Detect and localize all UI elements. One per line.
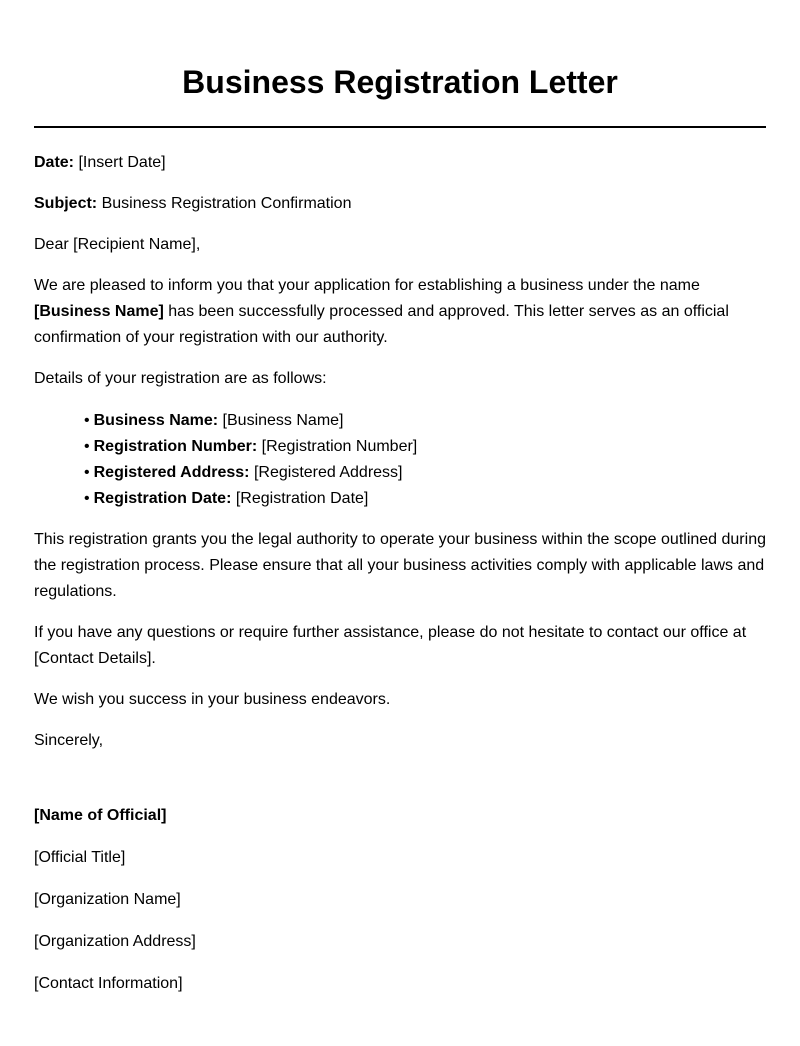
list-item bbox=[84, 460, 766, 486]
list-item bbox=[84, 434, 766, 460]
official-title: [Official Title] bbox=[34, 849, 126, 866]
date-value: [Insert Date] bbox=[74, 154, 166, 171]
list-item bbox=[84, 486, 766, 512]
subject-line bbox=[34, 191, 766, 217]
contact-paragraph: If you have any questions or require further assistance, please do not hesitate to contact our office at [Contact Details]. bbox=[34, 624, 747, 667]
detail-label: Registration Number: bbox=[93, 438, 258, 455]
date-line bbox=[34, 150, 766, 176]
organization-name: [Organization Name] bbox=[34, 891, 181, 908]
bullet: • bbox=[84, 438, 90, 455]
detail-label: Registration Date: bbox=[93, 490, 232, 507]
wish-paragraph: We wish you success in your business endeavors. bbox=[34, 691, 391, 708]
detail-value: [Registration Number] bbox=[257, 438, 418, 455]
letter-title: Business Registration Letter bbox=[182, 64, 618, 100]
bullet: • bbox=[84, 490, 90, 507]
detail-label: Business Name: bbox=[93, 412, 219, 429]
intro-text-end: has been successfully processed and approved. This letter serves as an official confirmation of your registration with our authority. bbox=[34, 303, 729, 346]
intro-paragraph bbox=[34, 273, 766, 351]
detail-value: [Registration Date] bbox=[231, 490, 369, 507]
intro-business-name: [Business Name] bbox=[34, 303, 164, 320]
intro-text-start: We are pleased to inform you that your application for establishing a business under the name bbox=[34, 277, 700, 294]
bullet: • bbox=[84, 412, 90, 429]
detail-value: [Business Name] bbox=[218, 412, 344, 429]
contact-information: [Contact Information] bbox=[34, 975, 183, 992]
title-divider bbox=[34, 126, 766, 128]
detail-value: [Registered Address] bbox=[249, 464, 403, 481]
closing: Sincerely, bbox=[34, 732, 104, 749]
list-item bbox=[84, 408, 766, 434]
details-intro: Details of your registration are as follows: bbox=[34, 370, 327, 387]
detail-label: Registered Address: bbox=[93, 464, 250, 481]
grant-paragraph: This registration grants you the legal authority to operate your business within the scope outlined during the registration process. Please ensure that all your business activities comply with applicable laws and regulations. bbox=[34, 531, 766, 600]
subject-value: Business Registration Confirmation bbox=[97, 195, 352, 212]
subject-label: Subject: bbox=[34, 195, 98, 212]
organization-address: [Organization Address] bbox=[34, 933, 196, 950]
date-label: Date: bbox=[34, 154, 75, 171]
salutation: Dear [Recipient Name], bbox=[34, 236, 201, 253]
registration-details-list bbox=[34, 408, 766, 512]
bullet: • bbox=[84, 464, 90, 481]
official-name: [Name of Official] bbox=[34, 807, 167, 824]
